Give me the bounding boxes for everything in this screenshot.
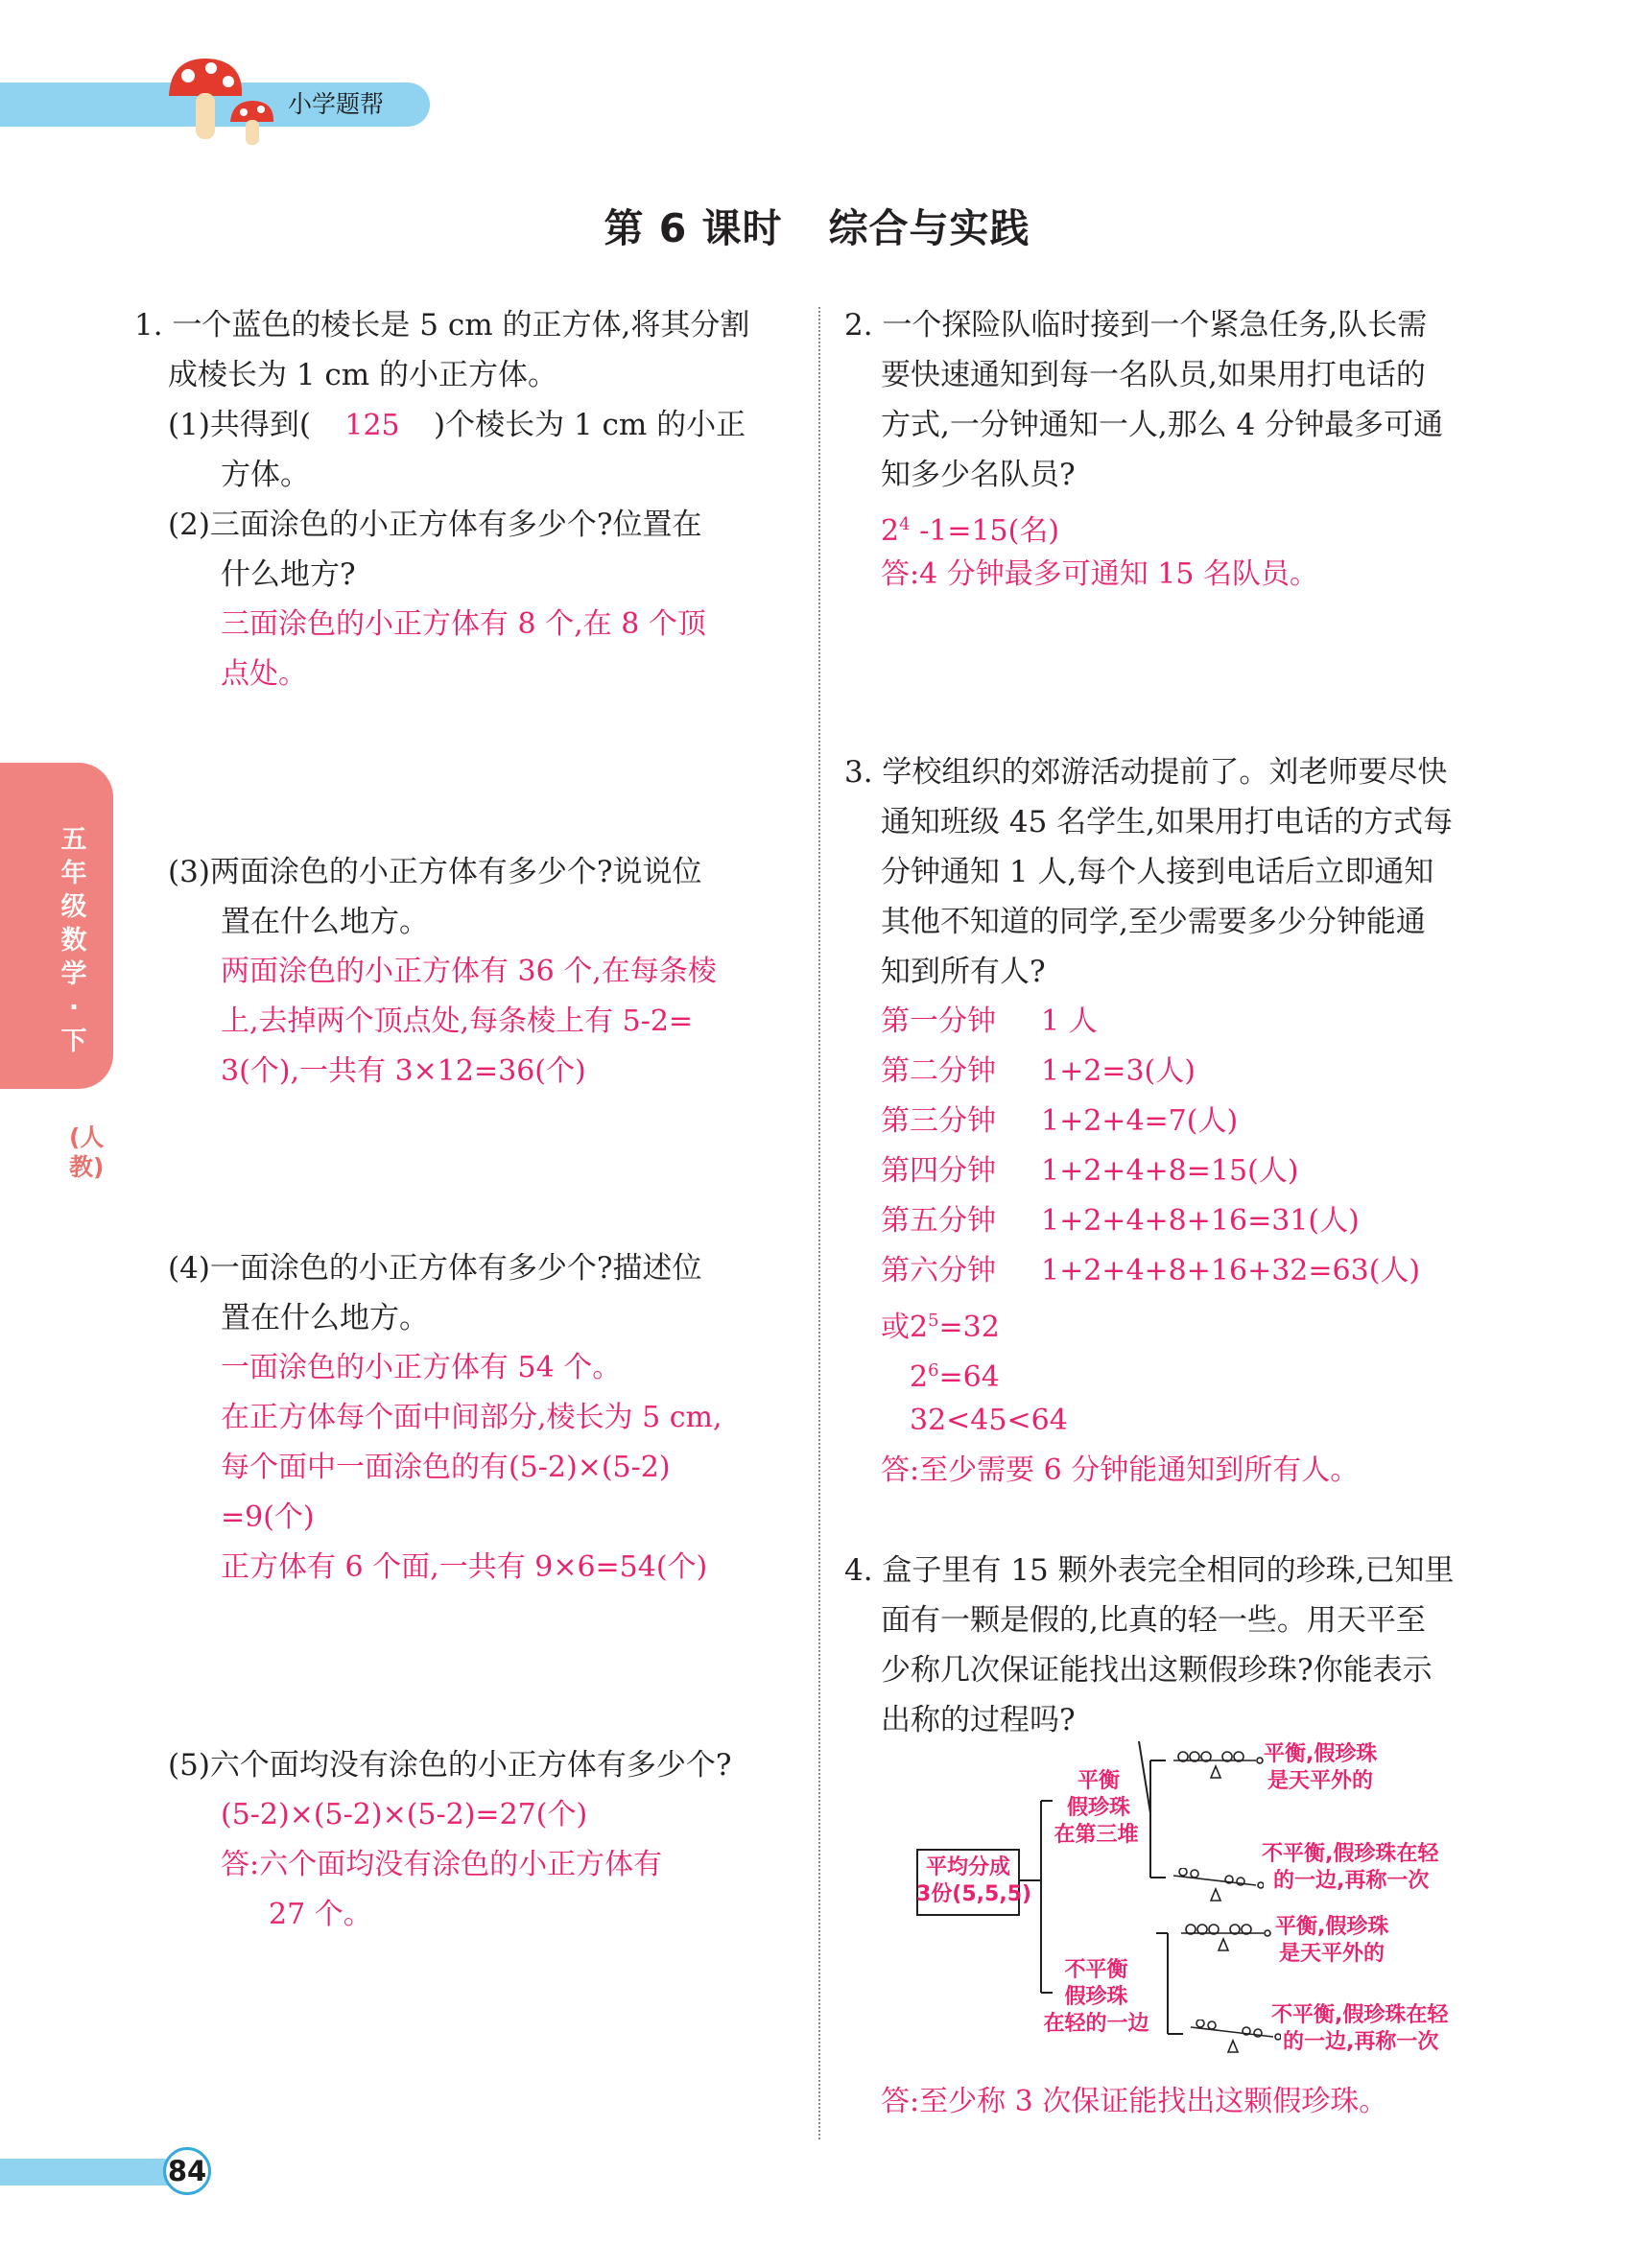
q2-line-1: 2. 一个探险队临时接到一个紧急任务,队长需 bbox=[844, 308, 1428, 343]
q1-part2-answer: 三面涂色的小正方体有 8 个,在 8 个顶 bbox=[221, 607, 706, 641]
q3-minute-label: 第四分钟 bbox=[881, 1154, 996, 1188]
q3-power-1-base: 2 bbox=[910, 1311, 929, 1344]
q1-part1-line-2: 方体。 bbox=[221, 458, 310, 492]
q3-minute-expr: 1+2=3(人) bbox=[1041, 1054, 1196, 1088]
q1-part2-question-2: 什么地方? bbox=[221, 557, 356, 592]
q1-part3-question-2: 置在什么地方。 bbox=[221, 905, 429, 939]
q1-part4-answer-3: 每个面中一面涂色的有(5-2)×(5-2) bbox=[221, 1451, 671, 1484]
diagram-root-label-2: 3份(5,5,5) bbox=[916, 1882, 1032, 1906]
q1-part1-answer: 125 bbox=[344, 409, 400, 442]
diagram-branch-unbalanced-3: 在轻的一边 bbox=[1043, 2012, 1149, 2036]
q3-minute-label: 第五分钟 bbox=[881, 1204, 996, 1238]
diagram-result-1-2: 是天平外的 bbox=[1267, 1769, 1374, 1793]
q2-calc-base: 2 bbox=[881, 514, 900, 548]
diagram-result-3-2: 是天平外的 bbox=[1279, 1942, 1385, 1966]
diagram-branch-balanced-3: 在第三堆 bbox=[1054, 1823, 1139, 1847]
q1-part4-question: (4)一面涂色的小正方体有多少个?描述位 bbox=[168, 1251, 702, 1286]
side-grade-label: 五年级数学·下 bbox=[60, 825, 87, 1056]
q3-minute-label: 第一分钟 bbox=[881, 1004, 996, 1038]
q3-minute-expr: 1+2+4+8+16=31(人) bbox=[1041, 1204, 1360, 1238]
page-number: 84 bbox=[163, 2147, 211, 2195]
q4-line-3: 少称几次保证能找出这颗假珍珠?你能表示 bbox=[881, 1653, 1433, 1688]
q3-power-2-rest: =64 bbox=[938, 1360, 1000, 1394]
balance-scale-icon bbox=[1168, 1868, 1264, 1906]
q3-minute-label: 第二分钟 bbox=[881, 1054, 996, 1088]
lesson-number: 第 6 课时 bbox=[604, 205, 783, 251]
q1-part5-answer-2: 答:六个面均没有涂色的小正方体有 bbox=[221, 1848, 663, 1881]
q3-or-prefix: 或 bbox=[881, 1311, 910, 1344]
page-title bbox=[0, 201, 1634, 255]
diagram-result-1: 平衡,假珍珠 bbox=[1264, 1742, 1378, 1766]
q1-part3-answer-2: 上,去掉两个顶点处,每条棱上有 5-2= bbox=[221, 1004, 694, 1038]
q1-part1-text-b: )个棱长为 1 cm 的小正 bbox=[434, 408, 746, 442]
diagram-branch-unbalanced: 不平衡 bbox=[1064, 1958, 1128, 1982]
q1-part3-question: (3)两面涂色的小正方体有多少个?说说位 bbox=[168, 855, 702, 889]
q3-minute-expr: 1+2+4=7(人) bbox=[1041, 1104, 1239, 1138]
q3-line-5: 知到所有人? bbox=[881, 955, 1046, 989]
q1-part5-answer-3: 27 个。 bbox=[269, 1898, 372, 1931]
diagram-result-4: 不平衡,假珍珠在轻 bbox=[1271, 2003, 1449, 2027]
lesson-topic: 综合与实践 bbox=[828, 205, 1030, 251]
mushroom-icon bbox=[161, 53, 281, 149]
diagram-branch-balanced-2: 假珍珠 bbox=[1066, 1796, 1130, 1820]
q1-line-2: 成棱长为 1 cm 的小正方体。 bbox=[168, 358, 558, 392]
q3-minute-expr: 1+2+4+8=15(人) bbox=[1041, 1154, 1299, 1188]
q3-power-2-base: 2 bbox=[910, 1360, 929, 1394]
q2-line-3: 方式,一分钟通知一人,那么 4 分钟最多可通 bbox=[881, 408, 1444, 442]
column-divider bbox=[818, 307, 820, 2139]
q1-part4-answer-5: 正方体有 6 个面,一共有 9×6=54(个) bbox=[221, 1550, 708, 1584]
q2-calc-rest: -1=15(名) bbox=[910, 514, 1060, 548]
diagram-branch-balanced: 平衡 bbox=[1077, 1769, 1120, 1793]
q2-line-2: 要快速通知到每一名队员,如果用打电话的 bbox=[881, 358, 1426, 392]
q3-line-3: 分钟通知 1 人,每个人接到电话后立即通知 bbox=[881, 855, 1434, 889]
balance-scale-icon bbox=[1185, 2020, 1281, 2058]
q2-answer: 答:4 分钟最多可通知 15 名队员。 bbox=[881, 557, 1318, 591]
q4-answer: 答:至少称 3 次保证能找出这颗假珍珠。 bbox=[881, 2085, 1388, 2118]
q3-line-4: 其他不知道的同学,至少需要多少分钟能通 bbox=[881, 905, 1426, 939]
q1-part5-question: (5)六个面均没有涂色的小正方体有多少个? bbox=[168, 1748, 732, 1783]
q2-answer-calc bbox=[881, 500, 1059, 556]
balance-scale-icon bbox=[1168, 1749, 1264, 1787]
q1-part3-answer: 两面涂色的小正方体有 36 个,在每条棱 bbox=[221, 955, 717, 988]
brand-label: 小学题帮 bbox=[288, 90, 385, 118]
q3-line-2: 通知班级 45 名学生,如果用打电话的方式每 bbox=[881, 805, 1454, 839]
q1-part4-question-2: 置在什么地方。 bbox=[221, 1301, 429, 1335]
q4-line-4: 出称的过程吗? bbox=[881, 1703, 1076, 1737]
q3-power-2 bbox=[910, 1346, 1000, 1403]
q1-part4-answer-4: =9(个) bbox=[221, 1500, 315, 1534]
q3-power-2-exponent: 6 bbox=[928, 1360, 939, 1381]
q1-line-1: 1. 一个蓝色的棱长是 5 cm 的正方体,将其分割 bbox=[134, 308, 750, 343]
diagram-branch-unbalanced-2: 假珍珠 bbox=[1064, 1985, 1128, 2009]
side-edition-label: (人教) bbox=[69, 1123, 105, 1181]
q1-part4-answer-2: 在正方体每个面中间部分,棱长为 5 cm, bbox=[221, 1401, 722, 1434]
q3-minute-expr: 1+2+4+8+16+32=63(人) bbox=[1041, 1254, 1421, 1288]
diagram-result-2-2: 的一边,再称一次 bbox=[1273, 1869, 1430, 1893]
q3-power-1-exponent: 5 bbox=[928, 1311, 939, 1331]
q4-line-2: 面有一颗是假的,比真的轻一些。用天平至 bbox=[881, 1603, 1426, 1638]
balance-scale-icon bbox=[1175, 1922, 1271, 1960]
q1-part1-text-a: (1)共得到( bbox=[168, 408, 312, 442]
diagram-result-2: 不平衡,假珍珠在轻 bbox=[1262, 1842, 1439, 1866]
q3-power-1-rest: =32 bbox=[938, 1311, 1000, 1344]
q3-minute-expr: 1 人 bbox=[1041, 1004, 1098, 1038]
q1-part2-answer-2: 点处。 bbox=[221, 657, 307, 691]
q3-minute-label: 第六分钟 bbox=[881, 1254, 996, 1288]
q2-line-4: 知多少名队员? bbox=[881, 458, 1076, 492]
footer-bar bbox=[0, 2159, 187, 2185]
q3-power-1 bbox=[881, 1296, 1000, 1353]
side-tab bbox=[0, 763, 113, 1089]
q3-minute-label: 第三分钟 bbox=[881, 1104, 996, 1138]
q1-part3-answer-3: 3(个),一共有 3×12=36(个) bbox=[221, 1054, 586, 1088]
diagram-result-4-2: 的一边,再称一次 bbox=[1283, 2030, 1439, 2054]
q2-calc-exponent: 4 bbox=[899, 514, 911, 534]
diagram-result-3: 平衡,假珍珠 bbox=[1275, 1915, 1389, 1939]
q3-line-1: 3. 学校组织的郊游活动提前了。刘老师要尽快 bbox=[844, 755, 1448, 790]
diagram-root-label: 平均分成 bbox=[925, 1855, 1010, 1879]
q1-part5-answer: (5-2)×(5-2)×(5-2)=27(个) bbox=[221, 1798, 588, 1831]
q4-line-1: 4. 盒子里有 15 颗外表完全相同的珍珠,已知里 bbox=[844, 1553, 1455, 1588]
q3-answer: 答:至少需要 6 分钟能通知到所有人。 bbox=[881, 1453, 1360, 1487]
q1-part1 bbox=[168, 400, 746, 451]
balance-diagram bbox=[916, 1741, 1511, 2058]
q1-part2-question: (2)三面涂色的小正方体有多少个?位置在 bbox=[168, 508, 702, 542]
q1-part4-answer: 一面涂色的小正方体有 54 个。 bbox=[221, 1351, 622, 1384]
q3-comparison: 32<45<64 bbox=[910, 1404, 1068, 1437]
